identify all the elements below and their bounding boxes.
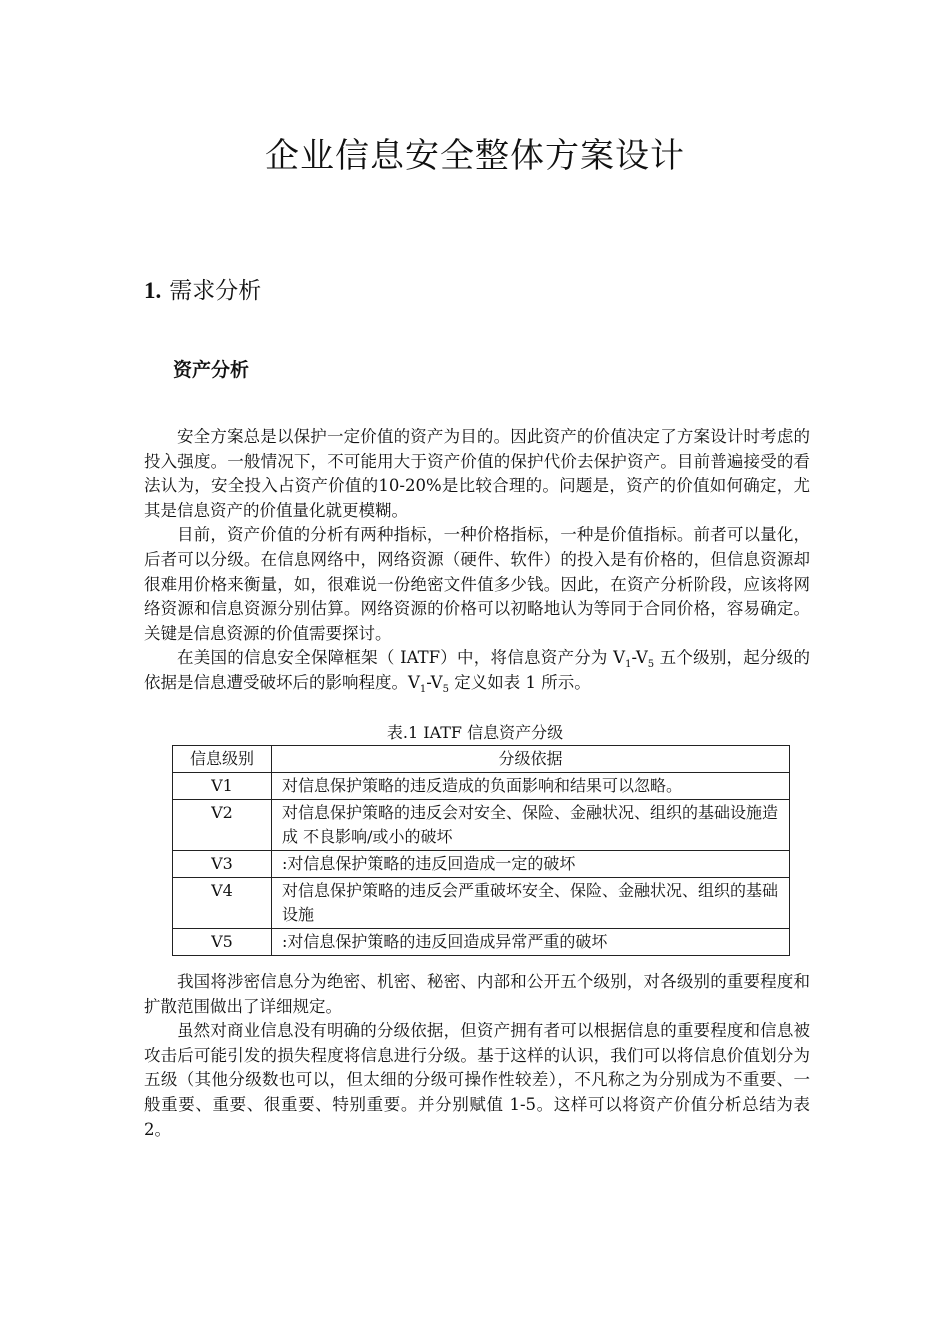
level-cell: V2 <box>173 800 272 851</box>
basis-cell: :对信息保护策略的违反回造成一定的破坏 <box>272 851 790 878</box>
body-text-bottom <box>144 970 810 1142</box>
column-header-level: 信息级别 <box>173 746 272 773</box>
level-cell: V1 <box>173 773 272 800</box>
table-row <box>173 851 790 878</box>
basis-cell: 对信息保护策略的违反造成的负面影响和结果可以忽略。 <box>272 773 790 800</box>
document-title: 企业信息安全整体方案设计 <box>265 136 685 176</box>
table-row <box>173 773 790 800</box>
paragraph: 安全方案总是以保护一定价值的资产为目的。因此资产的价值决定了方案设计时考虑的投入强度。一般情况下，不可能用大于资产价值的保护代价去保护资产。目前普遍接受的看法认为，安全投入占资产价值的10-20%是比较合理的。问题是，资产的价值如何确定，尤其是信息资产的价值量化就更模糊。 <box>144 427 810 520</box>
level-cell: V5 <box>173 929 272 956</box>
iatf-classification-table <box>172 745 790 956</box>
level-cell: V4 <box>173 878 272 929</box>
basis-cell: 对信息保护策略的违反会严重破坏安全、保险、金融状况、组织的基础设施 <box>272 878 790 929</box>
level-cell: V3 <box>173 851 272 878</box>
section-heading <box>144 272 261 305</box>
basis-cell: :对信息保护策略的违反回造成异常严重的破坏 <box>272 929 790 956</box>
column-header-basis: 分级依据 <box>272 746 790 773</box>
table-row <box>173 800 790 851</box>
paragraph: 虽然对商业信息没有明确的分级依据，但资产拥有者可以根据信息的重要程度和信息被攻击后可能引发的损失程度将信息进行分级。基于这样的认识，我们可以将信息价值划分为五级（其他分级数也可以，但太细的分级可操作性较差），不凡称之为分别成为不重要、一般重要、重要、很重要、特别重要。并分别赋值 1-5。这样可以将资产价值分析总结为表 2。 <box>144 1021 810 1139</box>
subsection-heading: 资产分析 <box>173 359 250 381</box>
section-title: 需求分析 <box>169 278 262 304</box>
basis-cell: 对信息保护策略的违反会对安全、保险、金融状况、组织的基础设施造成 不良影响/或小的破坏 <box>272 800 790 851</box>
paragraph: 目前，资产价值的分析有两种指标，一种价格指标，一种是价值指标。前者可以量化，后者可以分级。在信息网络中，网络资源（硬件、软件）的投入是有价格的，但信息资源却很难用价格来衡量，如，很难说一份绝密文件值多少钱。因此，在资产分析阶段，应该将网络资源和信息资源分别估算。网络资源的价格可以初略地认为等同于合同价格，容易确定。关键是信息资源的价值需要探讨。 <box>144 525 810 643</box>
section-number: 1. <box>144 278 162 303</box>
body-text-top <box>144 425 810 696</box>
paragraph: 我国将涉密信息分为绝密、机密、秘密、内部和公开五个级别，对各级别的重要程度和扩散范围做出了详细规定。 <box>144 972 810 1016</box>
paragraph-iatf: 在美国的信息安全保障框架（ IATF）中，将信息资产分为 $V_1-V_5$ 五个级别，起分级的依据是信息遭受破坏后的影响程度。$V_1-V_5$ 定义如表 1 所示。 <box>144 648 811 695</box>
table-row <box>173 878 790 929</box>
table-header-row <box>173 746 790 773</box>
table-caption: 表.1 IATF 信息资产分级 <box>386 723 564 742</box>
table-row <box>173 929 790 956</box>
